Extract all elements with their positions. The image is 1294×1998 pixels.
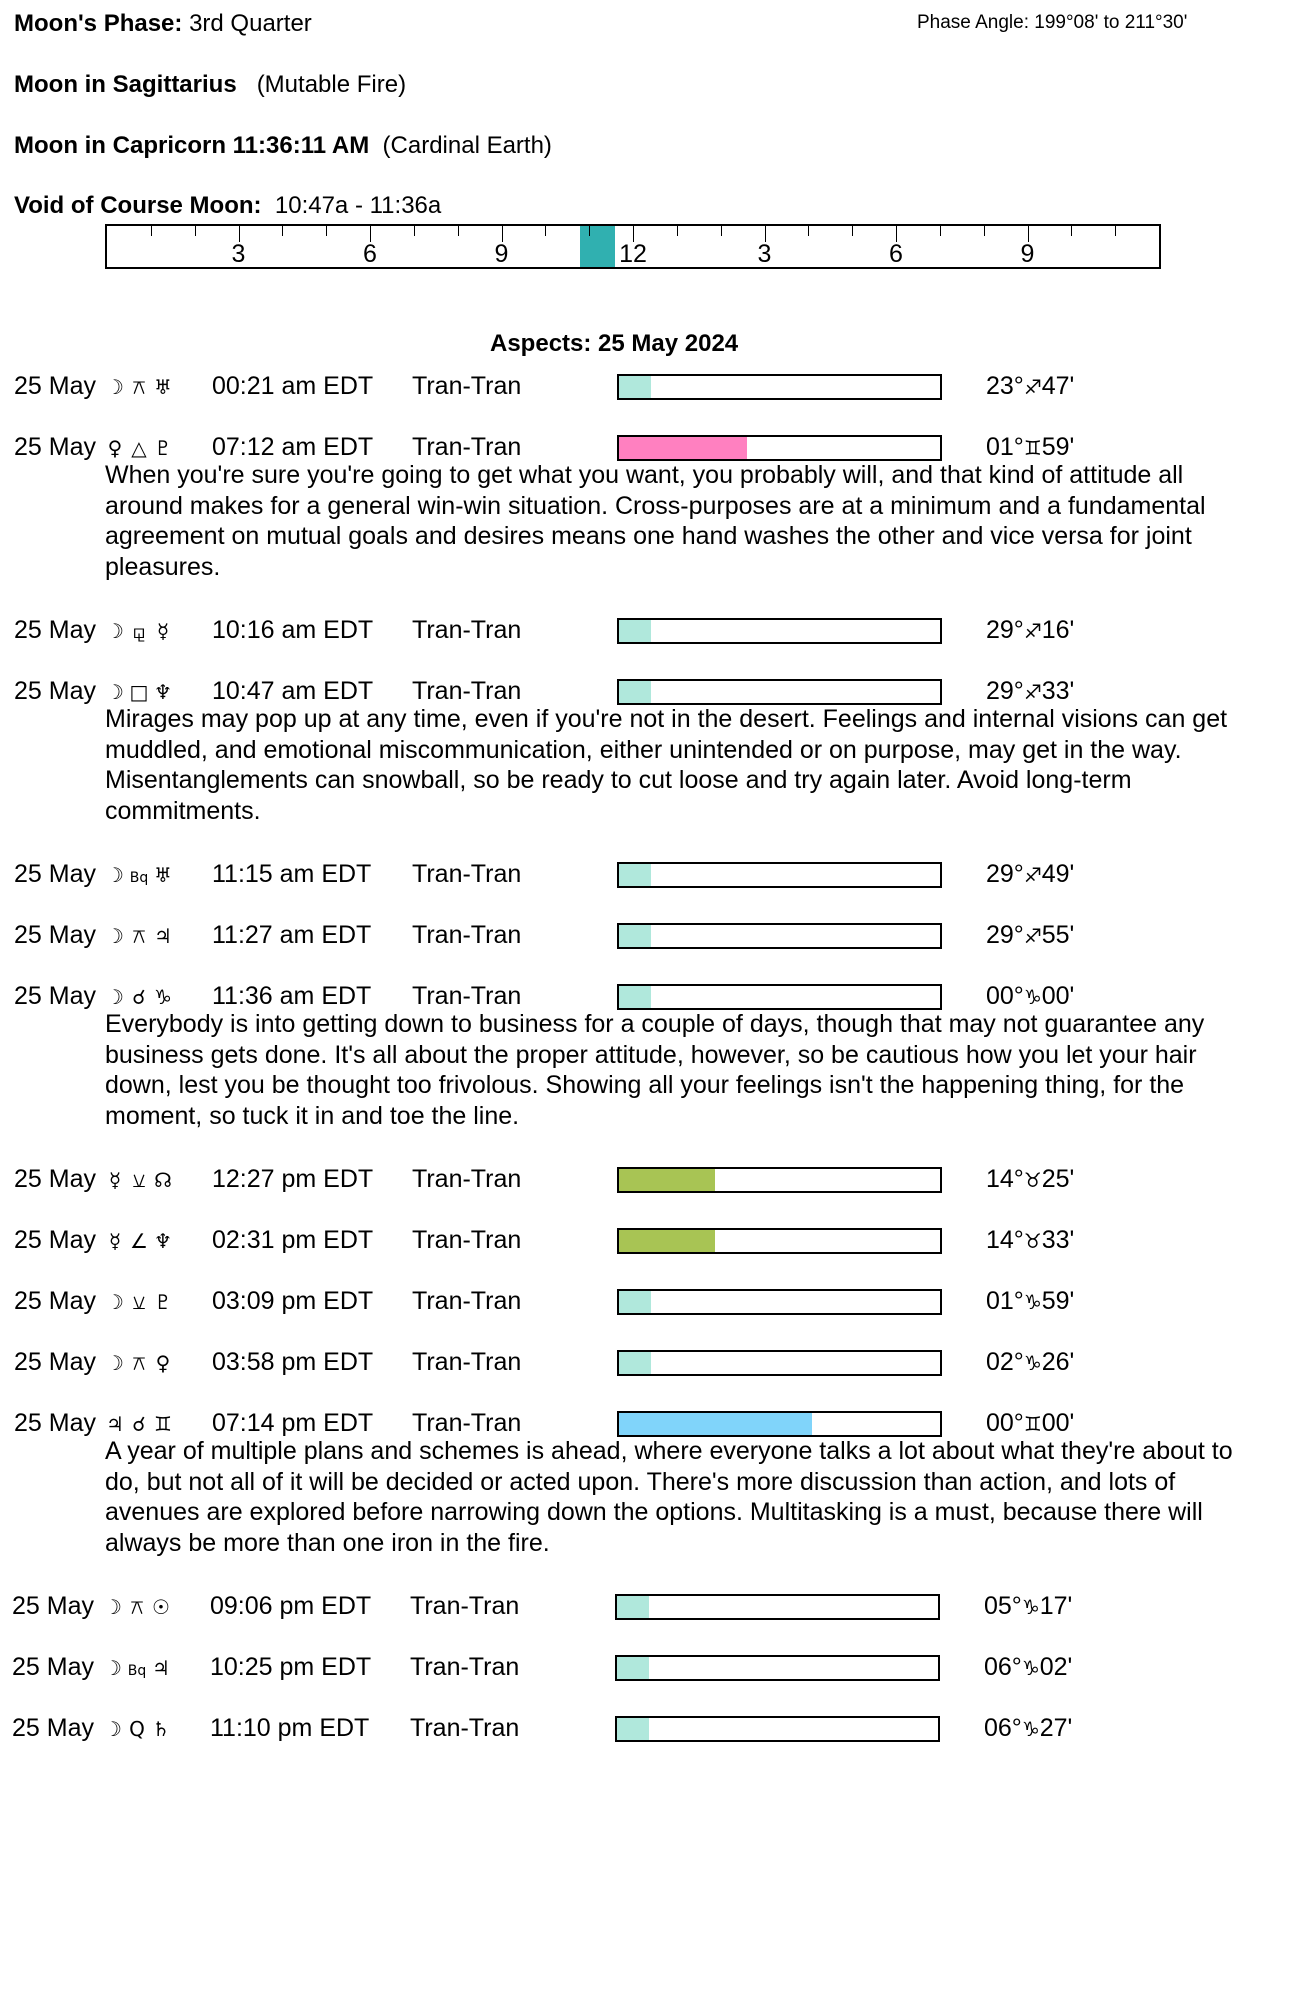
- planet-1-icon: ☽: [106, 619, 124, 643]
- zodiac-sign-icon: ♐: [1023, 924, 1042, 948]
- planet-1-icon: ♀: [107, 436, 123, 460]
- aspect-type-icon: ⚻: [132, 375, 146, 399]
- aspect-time: 10:47 am EDT: [212, 677, 374, 705]
- position-degrees: 14°: [986, 1165, 1024, 1193]
- zodiac-sign-icon: ♐: [1023, 863, 1042, 887]
- planet-2-icon: ♃: [152, 1656, 170, 1680]
- aspect-type-icon: ⚺: [132, 1168, 146, 1192]
- aspect-glyphs: [103, 619, 175, 643]
- hour-tick: [282, 226, 283, 236]
- strength-bar: [615, 1594, 940, 1620]
- planet-2-icon: ♇: [154, 1290, 172, 1314]
- position-degrees: 02°: [986, 1348, 1024, 1376]
- aspect-date: 25 May: [14, 433, 96, 461]
- aspect-kind: Tran-Tran: [412, 372, 522, 400]
- aspect-glyphs: [103, 1412, 175, 1436]
- void-of-course: [14, 192, 441, 220]
- aspect-time: 11:15 am EDT: [212, 860, 372, 888]
- hour-label: 6: [363, 240, 377, 268]
- zodiac-sign-icon: ♑: [1023, 985, 1042, 1009]
- voc-label: Void of Course Moon:: [14, 192, 262, 219]
- aspects-title: Aspects: 25 May 2024: [490, 330, 739, 357]
- position-minutes: 27': [1039, 1714, 1073, 1742]
- position-degrees: 29°: [986, 921, 1024, 949]
- planet-1-icon: ☽: [104, 1717, 122, 1741]
- zodiac-sign-icon: ♑: [1023, 1351, 1042, 1375]
- aspect-kind: Tran-Tran: [412, 1226, 522, 1254]
- hour-tick: [677, 226, 678, 236]
- strength-bar: [617, 1350, 942, 1376]
- aspect-kind: Tran-Tran: [412, 1348, 522, 1376]
- aspect-date: 25 May: [12, 1653, 94, 1681]
- moon-phase-label: Moon's Phase:: [14, 10, 183, 37]
- position-minutes: 33': [1041, 677, 1075, 705]
- aspect-kind: Tran-Tran: [412, 433, 522, 461]
- position-minutes: 00': [1041, 982, 1075, 1010]
- position-minutes: 00': [1041, 1409, 1075, 1437]
- aspect-glyphs: [103, 924, 175, 948]
- zodiac-sign-icon: ♉: [1023, 1229, 1042, 1253]
- aspect-date: 25 May: [14, 1165, 96, 1193]
- position-degrees: 29°: [986, 677, 1024, 705]
- zodiac-sign-icon: ♐: [1023, 375, 1042, 399]
- position-minutes: 55': [1041, 921, 1075, 949]
- aspect-date: 25 May: [14, 616, 96, 644]
- strength-bar-fill: [619, 1291, 651, 1313]
- aspect-time: 09:06 pm EDT: [210, 1592, 372, 1620]
- aspect-description: Mirages may pop up at any time, even if you're not in the desert. Feelings and internal visions can get muddled, and emotional miscommunication, either unintended or on purpose, may get in the way. Misentanglements can snowball, so be ready to cut loose and try again later. Avoid long-term commitments.: [105, 705, 1228, 825]
- planet-1-icon: ☽: [104, 1595, 122, 1619]
- aspect-kind: Tran-Tran: [412, 616, 522, 644]
- hour-tick: [151, 226, 152, 236]
- strength-bar: [617, 984, 942, 1010]
- hour-tick: [1115, 226, 1116, 236]
- planet-1-icon: ♃: [106, 1412, 124, 1436]
- aspect-type-icon: ⚻: [132, 924, 146, 948]
- aspect-glyphs: [103, 375, 175, 399]
- strength-bar: [617, 1228, 942, 1254]
- aspect-time: 02:31 pm EDT: [212, 1226, 374, 1254]
- position-minutes: 26': [1041, 1348, 1075, 1376]
- aspect-kind: Tran-Tran: [412, 1165, 522, 1193]
- zodiac-sign-icon: ♐: [1023, 619, 1042, 643]
- position-minutes: 02': [1039, 1653, 1073, 1681]
- moon-sign-2-label: Moon in Capricorn 11:36:11 AM: [14, 132, 370, 159]
- position-degrees: 14°: [986, 1226, 1024, 1254]
- planet-2-icon: ♀: [155, 1351, 171, 1375]
- position-minutes: 25': [1041, 1165, 1075, 1193]
- planet-2-icon: ♆: [154, 1229, 172, 1253]
- aspect-glyphs: [103, 863, 175, 887]
- aspect-position: [986, 1409, 1074, 1438]
- zodiac-sign-icon: ♉: [1023, 1168, 1042, 1192]
- position-degrees: 01°: [986, 433, 1024, 461]
- zodiac-sign-icon: ♑: [1021, 1717, 1040, 1741]
- hour-tick: [940, 226, 941, 236]
- strength-bar: [617, 1167, 942, 1193]
- position-degrees: 00°: [986, 1409, 1024, 1437]
- aspect-date: 25 May: [14, 677, 96, 705]
- aspect-time: 03:58 pm EDT: [212, 1348, 374, 1376]
- aspect-type-icon: ⚺: [132, 1290, 146, 1314]
- aspect-date: 25 May: [14, 1348, 96, 1376]
- aspect-description: A year of multiple plans and schemes is ahead, where everyone talks a lot about what they're about to do, but not all of it will be decided or acted upon. There's more discussion than action, and lots of avenues are explored before narrowing down the options. Multitasking is a must, because there will always be more than one iron in the fire.: [105, 1437, 1233, 1557]
- aspect-glyphs: [103, 1229, 175, 1253]
- aspect-type-icon: ☌: [132, 1412, 146, 1436]
- aspect-description: When you're sure you're going to get what you want, you probably will, and that kind of attitude all around makes for a general win-win situation. Cross-purposes are at a minimum and a fundamental agreement on mutual goals and desires means one hand washes the other and vice versa for joint pleasures.: [105, 461, 1206, 581]
- aspect-type-icon: Bq: [127, 1663, 147, 1679]
- aspect-date: 25 May: [14, 1226, 96, 1254]
- position-minutes: 33': [1041, 1226, 1075, 1254]
- position-minutes: 16': [1041, 616, 1075, 644]
- position-degrees: 00°: [986, 982, 1024, 1010]
- aspect-glyphs: [103, 1168, 175, 1192]
- aspect-position: [986, 1287, 1074, 1316]
- planet-2-icon: ♑: [154, 985, 172, 1009]
- position-degrees: 06°: [984, 1653, 1022, 1681]
- aspect-position: [986, 1348, 1074, 1377]
- planet-2-icon: ☊: [154, 1168, 172, 1192]
- aspect-kind: Tran-Tran: [412, 921, 522, 949]
- strength-bar-fill: [619, 864, 651, 886]
- strength-bar: [615, 1655, 940, 1681]
- hour-tick: [984, 226, 985, 236]
- hour-tick: [721, 226, 722, 236]
- position-degrees: 01°: [986, 1287, 1024, 1315]
- moon-phase: [14, 10, 312, 38]
- aspect-position: [986, 1165, 1074, 1194]
- aspect-glyphs: [101, 1717, 173, 1741]
- position-minutes: 47': [1041, 372, 1075, 400]
- hour-label: 3: [231, 240, 246, 268]
- planet-2-icon: ♊: [154, 1412, 172, 1436]
- hour-tick: [545, 226, 546, 236]
- position-minutes: 59': [1041, 1287, 1075, 1315]
- aspect-glyphs: [103, 1351, 175, 1375]
- aspect-position: [986, 860, 1074, 889]
- aspect-position: [984, 1714, 1072, 1743]
- strength-bar-fill: [619, 925, 651, 947]
- position-degrees: 29°: [986, 616, 1024, 644]
- planet-1-icon: ☿: [108, 1229, 122, 1253]
- aspect-type-icon: ⚻: [132, 1351, 146, 1375]
- planet-2-icon: ♆: [154, 680, 172, 704]
- strength-bar-fill: [617, 1718, 649, 1740]
- strength-bar: [617, 679, 942, 705]
- zodiac-sign-icon: ♑: [1021, 1656, 1040, 1680]
- planet-2-icon: ♄: [152, 1717, 170, 1741]
- hour-tick: [414, 226, 415, 236]
- aspect-position: [986, 1226, 1074, 1255]
- moon-phase-value: 3rd Quarter: [189, 10, 312, 37]
- position-degrees: 23°: [986, 372, 1024, 400]
- strength-bar-fill: [617, 1657, 649, 1679]
- aspect-type-icon: ☌: [132, 985, 146, 1009]
- aspect-glyphs: [103, 1290, 175, 1314]
- aspect-time: 03:09 pm EDT: [212, 1287, 374, 1315]
- planet-1-icon: ☽: [106, 1290, 124, 1314]
- hour-label: 6: [889, 240, 903, 268]
- void-period-block: [580, 226, 616, 267]
- moon-sign-1: [14, 71, 406, 99]
- aspect-kind: Tran-Tran: [410, 1592, 520, 1620]
- voc-value: 10:47a - 11:36a: [274, 192, 442, 219]
- aspect-glyphs: [101, 1595, 173, 1619]
- strength-bar-fill: [619, 1352, 651, 1374]
- strength-bar: [617, 435, 942, 461]
- planet-1-icon: ☽: [106, 863, 124, 887]
- phase-angle: Phase Angle: 199°08' to 211°30': [917, 12, 1188, 33]
- planet-1-icon: ☽: [106, 924, 124, 948]
- strength-bar-fill: [619, 437, 747, 459]
- aspect-time: 07:14 pm EDT: [212, 1409, 374, 1437]
- moon-sign-1-quality: (Mutable Fire): [256, 71, 407, 98]
- aspect-position: [986, 921, 1074, 950]
- aspect-date: 25 May: [14, 1287, 96, 1315]
- hour-label: 9: [1020, 240, 1035, 268]
- aspect-kind: Tran-Tran: [410, 1653, 520, 1681]
- strength-bar-fill: [619, 376, 651, 398]
- aspect-date: 25 May: [14, 1409, 96, 1437]
- aspect-kind: Tran-Tran: [412, 860, 522, 888]
- hour-tick: [326, 226, 327, 236]
- strength-bar-fill: [619, 1230, 715, 1252]
- aspect-type-icon: △: [131, 436, 147, 460]
- zodiac-sign-icon: ♊: [1023, 1412, 1042, 1436]
- hour-tick: [852, 226, 853, 236]
- moon-sign-1-label: Moon in Sagittarius: [14, 71, 237, 98]
- planet-2-icon: ♅: [154, 863, 172, 887]
- planet-1-icon: ☽: [106, 680, 124, 704]
- planet-2-icon: ♅: [154, 375, 172, 399]
- planet-2-icon: ♇: [154, 436, 172, 460]
- hour-tick: [589, 226, 590, 236]
- aspect-position: [984, 1592, 1072, 1621]
- aspect-type-icon: □: [129, 680, 149, 704]
- planet-2-icon: ♃: [154, 924, 172, 948]
- aspect-glyphs: [103, 985, 175, 1009]
- strength-bar-fill: [619, 986, 651, 1008]
- planet-1-icon: ☽: [106, 1351, 124, 1375]
- aspect-description: Everybody is into getting down to business for a couple of days, though that may not guarantee any business gets done. It's all about the proper attitude, however, so be cautious how you let your hair down, lest you be thought too frivolous. Showing all your feelings isn't the happening thing, for the moment, so tuck it in and toe the line.: [105, 1010, 1205, 1130]
- aspect-kind: Tran-Tran: [412, 677, 522, 705]
- strength-bar-fill: [617, 1596, 649, 1618]
- hour-tick: [458, 226, 459, 236]
- position-degrees: 29°: [986, 860, 1024, 888]
- aspect-date: 25 May: [14, 860, 96, 888]
- aspect-time: 10:25 pm EDT: [210, 1653, 372, 1681]
- planet-2-icon: ☉: [152, 1595, 170, 1619]
- strength-bar: [617, 374, 942, 400]
- aspect-kind: Tran-Tran: [410, 1714, 520, 1742]
- planet-2-icon: ☿: [156, 619, 170, 643]
- position-minutes: 59': [1041, 433, 1075, 461]
- zodiac-sign-icon: ♐: [1023, 680, 1042, 704]
- moon-sign-2-quality: (Cardinal Earth): [382, 132, 552, 159]
- strength-bar-fill: [619, 1169, 715, 1191]
- strength-bar: [617, 618, 942, 644]
- aspect-time: 00:21 am EDT: [212, 372, 374, 400]
- moon-sign-2: [14, 132, 552, 160]
- zodiac-sign-icon: ♊: [1023, 436, 1042, 460]
- strength-bar: [617, 862, 942, 888]
- hour-tick: [1071, 226, 1072, 236]
- planet-1-icon: ☽: [106, 375, 124, 399]
- planet-1-icon: ☽: [104, 1656, 122, 1680]
- hour-label: 12: [619, 240, 647, 268]
- position-minutes: 17': [1039, 1592, 1073, 1620]
- hour-tick: [195, 226, 196, 236]
- aspect-time: 12:27 pm EDT: [212, 1165, 374, 1193]
- zodiac-sign-icon: ♑: [1023, 1290, 1042, 1314]
- aspect-time: 07:12 am EDT: [212, 433, 374, 461]
- aspect-glyphs: [103, 680, 175, 704]
- aspect-kind: Tran-Tran: [412, 1409, 522, 1437]
- aspect-glyphs: [101, 1656, 173, 1680]
- aspect-date: 25 May: [14, 921, 96, 949]
- void-timeline: [105, 224, 1161, 269]
- hour-tick: [808, 226, 809, 236]
- aspect-kind: Tran-Tran: [412, 982, 522, 1010]
- strength-bar: [617, 923, 942, 949]
- aspect-type-icon: ∠: [130, 1229, 148, 1253]
- aspect-time: 11:36 am EDT: [212, 982, 372, 1010]
- position-degrees: 06°: [984, 1714, 1022, 1742]
- aspect-glyphs: [103, 436, 175, 460]
- aspect-type-icon: ⚻: [130, 1595, 144, 1619]
- aspect-kind: Tran-Tran: [412, 1287, 522, 1315]
- aspect-position: [986, 616, 1074, 645]
- hour-label: 9: [494, 240, 509, 268]
- position-minutes: 49': [1041, 860, 1075, 888]
- strength-bar: [615, 1716, 940, 1742]
- aspect-type-icon: ⚼: [132, 619, 146, 643]
- aspect-position: [986, 677, 1074, 706]
- position-degrees: 05°: [984, 1592, 1022, 1620]
- planet-1-icon: ☿: [108, 1168, 122, 1192]
- aspect-position: [984, 1653, 1072, 1682]
- aspect-date: 25 May: [12, 1714, 94, 1742]
- aspect-position: [986, 982, 1074, 1011]
- strength-bar: [617, 1289, 942, 1315]
- aspect-position: [986, 372, 1074, 401]
- strength-bar-fill: [619, 681, 651, 703]
- aspect-date: 25 May: [12, 1592, 94, 1620]
- aspect-type-icon: Bq: [129, 870, 149, 886]
- zodiac-sign-icon: ♑: [1021, 1595, 1040, 1619]
- aspect-date: 25 May: [14, 982, 96, 1010]
- aspect-type-icon: Q: [129, 1717, 145, 1741]
- aspect-time: 11:27 am EDT: [212, 921, 372, 949]
- strength-bar-fill: [619, 620, 651, 642]
- aspect-time: 10:16 am EDT: [212, 616, 374, 644]
- planet-1-icon: ☽: [106, 985, 124, 1009]
- hour-label: 3: [757, 240, 772, 268]
- strength-bar-fill: [619, 1413, 812, 1435]
- strength-bar: [617, 1411, 942, 1437]
- aspect-date: 25 May: [14, 372, 96, 400]
- aspect-position: [986, 433, 1074, 462]
- aspect-time: 11:10 pm EDT: [210, 1714, 370, 1742]
